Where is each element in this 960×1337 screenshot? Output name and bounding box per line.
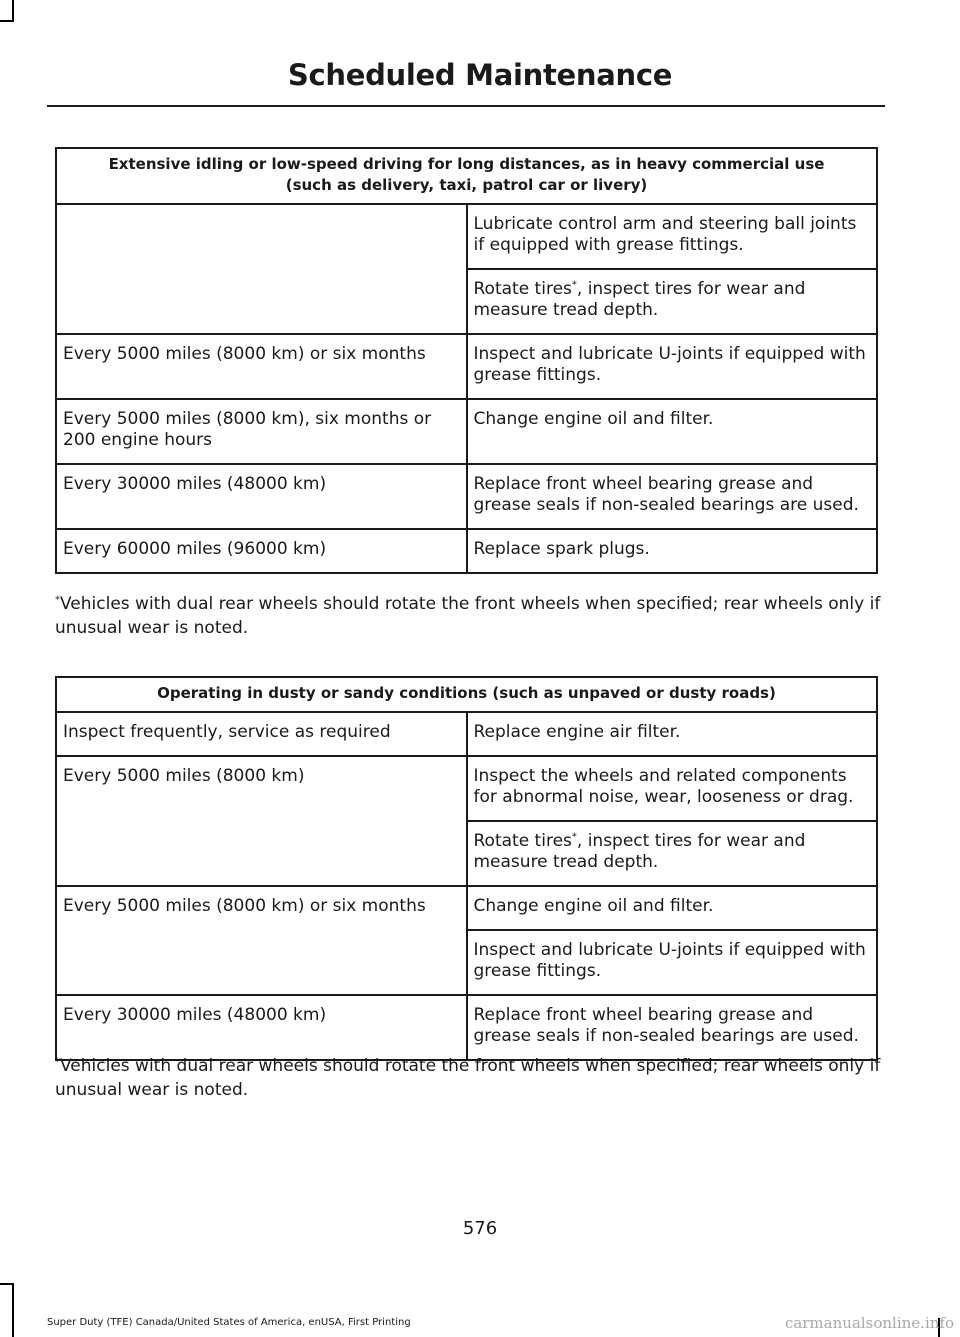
interval-cell: Every 60000 miles (96000 km): [56, 529, 467, 573]
interval-cell: [56, 204, 467, 334]
table-row: [56, 529, 877, 573]
table-row: [56, 464, 877, 529]
interval-cell: Every 5000 miles (8000 km) or six months: [56, 886, 467, 995]
table-header-line1: Extensive idling or low-speed driving for long distances, as in heavy commercial use: [108, 155, 825, 173]
footnote-marker: *: [55, 1056, 60, 1068]
task-cell: Replace front wheel bearing grease and grease seals if non-sealed bearings are used.: [467, 464, 878, 529]
table-row: [56, 712, 877, 756]
footnote: [55, 1054, 885, 1102]
page-title: Scheduled Maintenance: [287, 58, 673, 92]
task-cell: Replace spark plugs.: [467, 529, 878, 573]
task-cell: Inspect the wheels and related components for abnormal noise, wear, looseness or drag.: [467, 756, 878, 821]
task-cell: Lubricate control arm and steering ball joints if equipped with grease fittings.: [467, 204, 878, 269]
task-text: , inspect tires for wear and measure tread depth.: [473, 279, 806, 320]
maintenance-table-heavy-use: [55, 147, 878, 574]
task-text: , inspect tires for wear and measure tread depth.: [473, 831, 806, 872]
footnote-marker: *: [55, 594, 60, 606]
crop-mark: [12, 1283, 14, 1337]
interval-cell: Every 30000 miles (48000 km): [56, 995, 467, 1060]
task-text: Rotate tires: [473, 831, 572, 851]
table-header: [56, 148, 877, 204]
crop-mark: [0, 1283, 14, 1285]
footnote-marker: *: [571, 831, 577, 843]
interval-cell: Every 5000 miles (8000 km), six months or 200 engine hours: [56, 399, 467, 464]
crop-mark: [0, 20, 14, 22]
page-number: 576: [462, 1218, 498, 1239]
task-cell: Change engine oil and filter.: [467, 399, 878, 464]
interval-cell: Inspect frequently, service as required: [56, 712, 467, 756]
title-divider: [47, 105, 885, 107]
task-cell: Inspect and lubricate U-joints if equipped with grease fittings.: [467, 334, 878, 399]
table-row: [56, 204, 877, 269]
footnote-text: Vehicles with dual rear wheels should rotate the front wheels when specified; rear wheels only if unusual wear is noted.: [55, 1056, 881, 1100]
interval-cell: Every 30000 miles (48000 km): [56, 464, 467, 529]
task-cell: Change engine oil and filter.: [467, 886, 878, 930]
table-header: Operating in dusty or sandy conditions (such as unpaved or dusty roads): [56, 677, 877, 712]
task-text: Rotate tires: [473, 279, 572, 299]
footnote: [55, 592, 885, 640]
table-row: [56, 995, 877, 1060]
footnote-marker: *: [571, 279, 577, 291]
table-header-line2: (such as delivery, taxi, patrol car or livery): [285, 176, 648, 194]
maintenance-table-dusty-conditions: [55, 676, 878, 1061]
task-cell: [467, 821, 878, 886]
table-row: [56, 399, 877, 464]
footnote-text: Vehicles with dual rear wheels should rotate the front wheels when specified; rear wheels only if unusual wear is noted.: [55, 594, 881, 638]
table-row: [56, 756, 877, 821]
interval-cell: Every 5000 miles (8000 km) or six months: [56, 334, 467, 399]
task-cell: Inspect and lubricate U-joints if equipped with grease fittings.: [467, 930, 878, 995]
task-cell: Replace front wheel bearing grease and grease seals if non-sealed bearings are used.: [467, 995, 878, 1060]
table-row: [56, 886, 877, 930]
watermark-link[interactable]: carmanualsonline.info: [784, 1314, 954, 1332]
footer-edition: Super Duty (TFE) Canada/United States of America, enUSA, First Printing: [47, 1317, 411, 1328]
interval-cell: Every 5000 miles (8000 km): [56, 756, 467, 886]
task-cell: [467, 269, 878, 334]
task-cell: Replace engine air filter.: [467, 712, 878, 756]
crop-mark: [12, 0, 14, 22]
table-row: [56, 334, 877, 399]
